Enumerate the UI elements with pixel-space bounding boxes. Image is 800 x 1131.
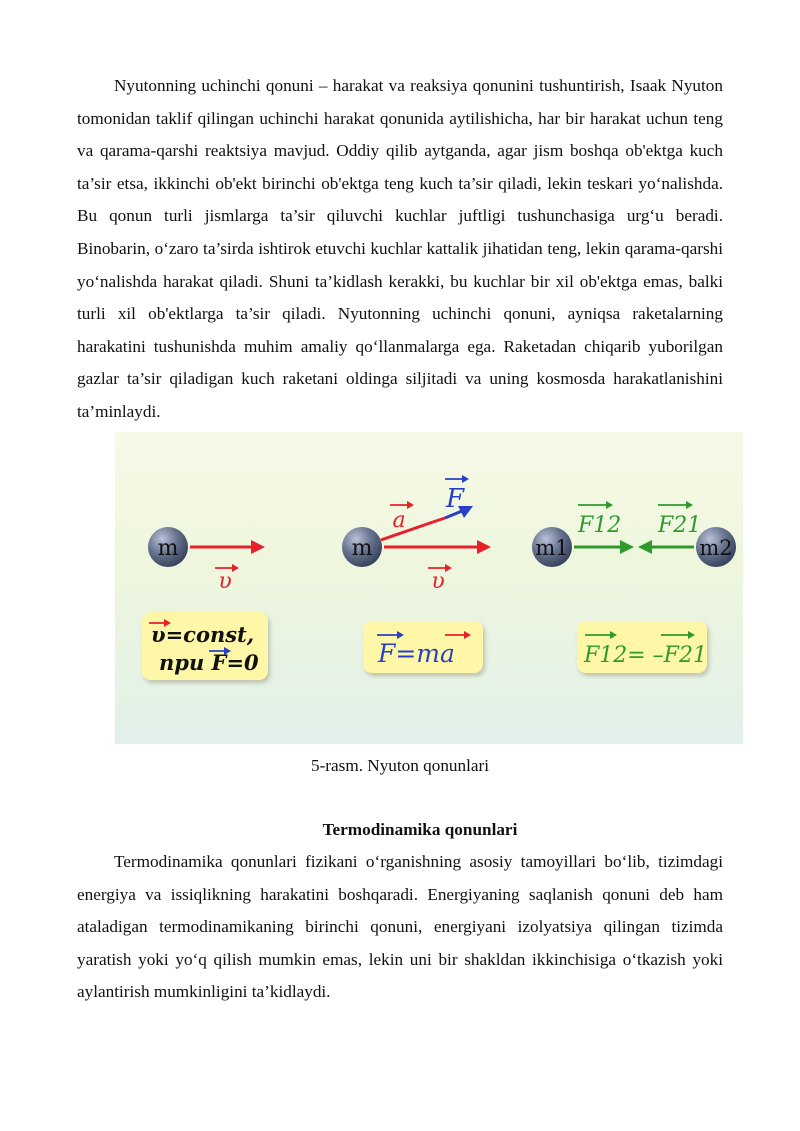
newton-laws-figure bbox=[115, 432, 743, 744]
mass2-label: m2 bbox=[699, 536, 733, 560]
panel-third-law bbox=[532, 501, 736, 673]
formula-1-line1: υ=const, bbox=[151, 622, 255, 647]
mass-label: m bbox=[351, 536, 373, 561]
section-heading: Termodinamika qonunlari bbox=[322, 820, 518, 839]
formula-3: F12= –F21 bbox=[584, 643, 707, 668]
formula-1-line2: npu F=0 bbox=[159, 650, 259, 675]
panel-second-law bbox=[342, 475, 491, 673]
velocity-label: υ bbox=[431, 569, 445, 594]
acceleration-arrow bbox=[381, 522, 433, 540]
figure-caption: 5-rasm. Nyuton qonunlari bbox=[310, 756, 490, 775]
panel-first-law bbox=[142, 527, 268, 680]
force12-label: F12 bbox=[578, 513, 622, 538]
mass1-label: m1 bbox=[535, 536, 569, 560]
newton-laws-diagram bbox=[115, 432, 743, 744]
paragraph-thermodynamics: Termodinamika qonunlari fizikani o‘rganishning asosiy tamoyillari bo‘lib, tizimdagi energiya va issiqlikning harakatini boshqaradi. Energiyaning saqlanish qonuni deb ham ataladigan termodinamikaning birinchi qonuni, energiyani izolyatsiya qilingan tizimda yaratish yoki yo‘q qilish mumkin emas, lekin uni bir shakldan ikkinchisiga o‘tkazish yoki aylantirish mumkinligini ta’kidlaydi. bbox=[77, 852, 723, 1002]
acceleration-label: a bbox=[392, 508, 406, 533]
force21-label: F21 bbox=[658, 513, 702, 538]
paragraph-newton-third-law: Nyutonning uchinchi qonuni – harakat va reaksiya qonunini tushuntirish, Isaak Nyuton tomonidan taklif qilingan uchinchi harakat qonunida aytilishicha, har bir harakat uchun teng va qarama-qarshi reaktsiya mavjud. Oddiy qilib aytganda, agar jism boshqa ob'ektga kuch ta’sir etsa, ikkinchi ob'ekt birinchi ob'ektga teng kuch ta’sir qiladi, lekin teskari yo‘nalishda. Bu qonun turli jismlarga ta’sir qiluvchi kuchlar juftligi tushunchasiga urg‘u beradi. Binobarin, o‘zaro ta’sirda ishtirok etuvchi kuchlar kattalik jihatidan teng, lekin qarama-qarshi yo‘nalishda harakat qiladi. Shuni ta’kidlash kerakki, bu kuchlar bir xil ob'ektga emas, balki turli xil ob'ektlarga ta’sir qiladi. Nyutonning uchinchi qonuni, ayniqsa raketalarning harakatini tushunishda muhim amaliy qo‘llanmalarga ega. Raketadan chiqarib yuborilgan gazlar ta’sir qiladigan kuch raketani oldinga siljitadi va uning kosmosda harakatlanishini ta’minlaydi. bbox=[77, 76, 723, 421]
velocity-label: υ bbox=[218, 569, 232, 594]
formula-2: F=ma bbox=[378, 639, 455, 668]
mass-label: m bbox=[157, 536, 179, 561]
force-label: F bbox=[445, 484, 465, 514]
velocity-arrowhead bbox=[251, 540, 265, 554]
